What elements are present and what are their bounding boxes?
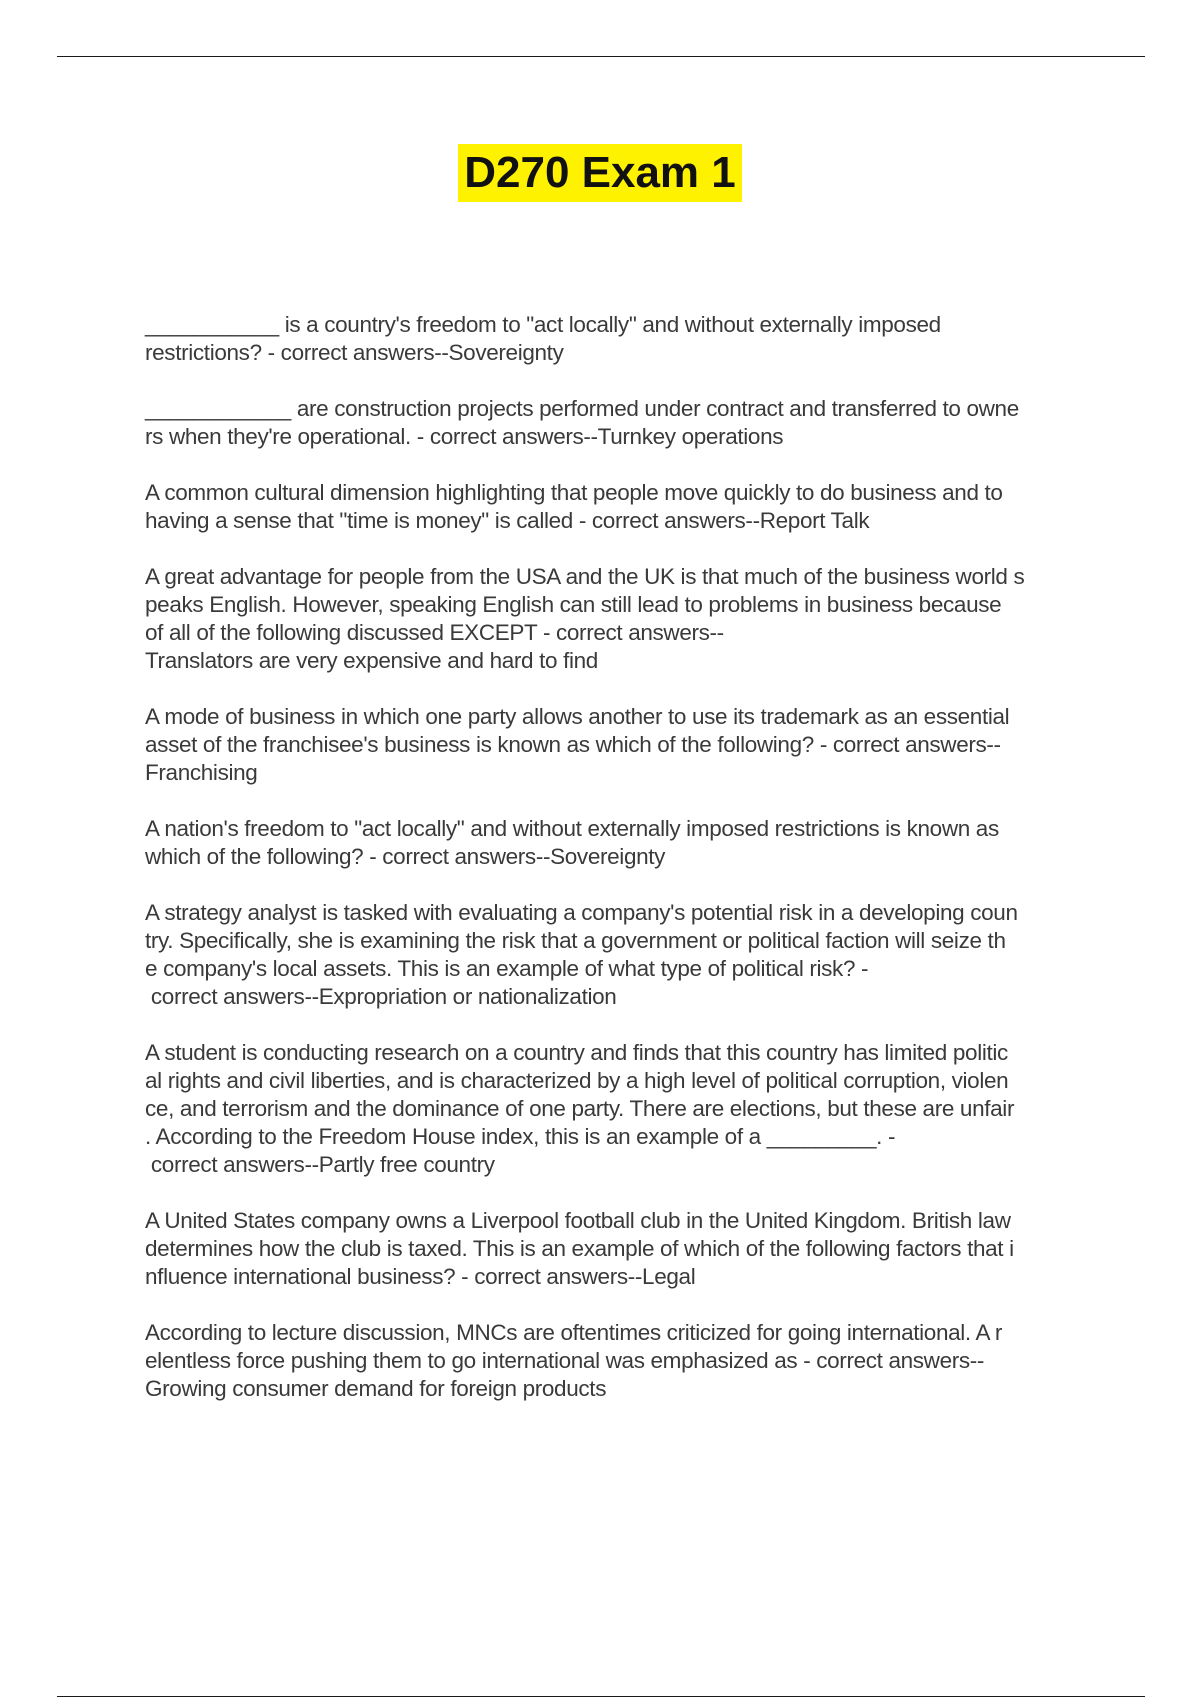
qa-line: e company's local assets. This is an example of what type of political risk? - [145,956,869,981]
qa-line: . According to the Freedom House index, this is an example of a _________. - [145,1124,896,1149]
qa-line: asset of the franchisee's business is known as which of the following? - correct answers-- [145,732,1001,757]
qa-line: elentless force pushing them to go international was emphasized as - correct answers-- [145,1348,985,1373]
qa-line: restrictions? - correct answers--Sovereignty [145,340,564,365]
bottom-rule [57,1696,1145,1697]
qa-line: try. Specifically, she is examining the risk that a government or political faction will seize th [145,928,1006,953]
qa-item [145,563,1095,675]
qa-line: peaks English. However, speaking English can still lead to problems in business because [145,592,1002,617]
qa-line: Growing consumer demand for foreign products [145,1376,607,1401]
qa-line: A mode of business in which one party allows another to use its trademark as an essential [145,704,1010,729]
qa-line: A great advantage for people from the USA and the UK is that much of the business world s [145,564,1025,589]
qa-item [145,899,1095,1011]
qa-item [145,479,1095,535]
qa-line: ___________ is a country's freedom to "act locally" and without externally imposed [145,312,941,337]
qa-line: nfluence international business? - correct answers--Legal [145,1264,696,1289]
top-rule [57,56,1145,57]
qa-item [145,1207,1095,1291]
qa-item [145,1319,1095,1403]
qa-line: ce, and terrorism and the dominance of one party. There are elections, but these are unfair [145,1096,1015,1121]
qa-line: correct answers--Expropriation or nationalization [145,984,617,1009]
qa-item [145,815,1095,871]
qa-line: correct answers--Partly free country [145,1152,495,1177]
qa-line: having a sense that "time is money" is called - correct answers--Report Talk [145,508,870,533]
qa-line: ____________ are construction projects performed under contract and transferred to owne [145,396,1019,421]
qa-item [145,703,1095,787]
qa-item [145,311,1095,367]
qa-line: of all of the following discussed EXCEPT - correct answers-- [145,620,724,645]
qa-line: A student is conducting research on a country and finds that this country has limited politic [145,1040,1008,1065]
qa-line: According to lecture discussion, MNCs are oftentimes criticized for going international. A r [145,1320,1002,1345]
qa-item [145,395,1095,451]
qa-line: A strategy analyst is tasked with evaluating a company's potential risk in a developing coun [145,900,1018,925]
qa-line: A United States company owns a Liverpool football club in the United Kingdom. British law [145,1208,1011,1233]
qa-list [145,311,1095,1431]
document-title: D270 Exam 1 [458,144,742,202]
qa-line: determines how the club is taxed. This is an example of which of the following factors that i [145,1236,1014,1261]
qa-line: A nation's freedom to "act locally" and without externally imposed restrictions is known as [145,816,999,841]
qa-line: Franchising [145,760,258,785]
qa-item [145,1039,1095,1179]
qa-line: Translators are very expensive and hard to find [145,648,598,673]
title-container [0,144,1200,202]
qa-line: which of the following? - correct answers--Sovereignty [145,844,666,869]
qa-line: al rights and civil liberties, and is characterized by a high level of political corruption, violen [145,1068,1009,1093]
qa-line: rs when they're operational. - correct answers--Turnkey operations [145,424,784,449]
qa-line: A common cultural dimension highlighting that people move quickly to do business and to [145,480,1003,505]
